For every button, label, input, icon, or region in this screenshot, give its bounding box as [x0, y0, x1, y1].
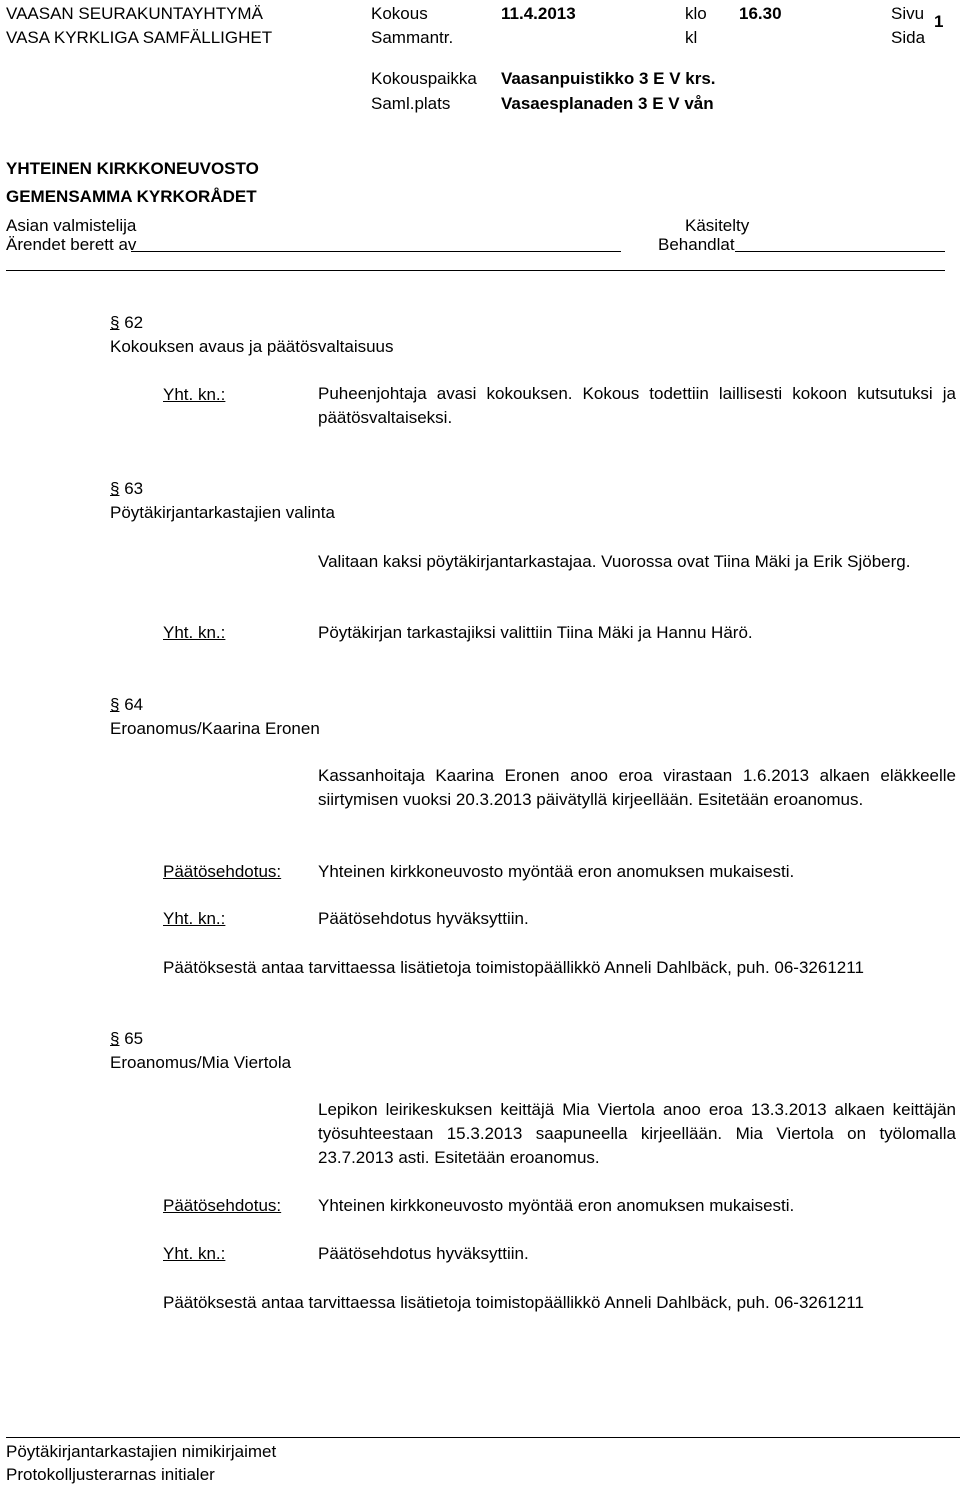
section-65-proposal-text: Yhteinen kirkkoneuvosto myöntää eron anomuksen mukaisesti.: [318, 1196, 795, 1215]
section-65-decision-text: Päätösehdotus hyväksyttiin.: [318, 1244, 529, 1263]
place-label-fi: Kokouspaikka: [371, 69, 477, 88]
section-63-intro: Valitaan kaksi pöytäkirjantarkastajaa. Vuorossa ovat Tiina Mäki ja Erik Sjöberg.: [318, 552, 911, 571]
footer-divider: [6, 1437, 960, 1438]
section-64-heading: [110, 696, 143, 713]
header-divider: [6, 270, 945, 271]
handled-underline: [735, 251, 945, 252]
handled-label-fi: Käsitelty: [685, 216, 750, 235]
section-64-number: 64: [124, 695, 144, 714]
section-64-title: Eroanomus/Kaarina Eronen: [110, 719, 320, 738]
section-65-proposal-label: Päätösehdotus:: [163, 1196, 282, 1215]
section-65-decision-label: Yht. kn.:: [163, 1244, 226, 1263]
section-symbol: §: [110, 695, 120, 714]
council-name-sv: GEMENSAMMA KYRKORÅDET: [6, 187, 257, 206]
section-63-number: 63: [124, 479, 144, 498]
place-label-sv: Saml.plats: [371, 94, 451, 113]
meeting-time: 16.30: [739, 4, 782, 23]
page-label-fi: Sivu: [891, 4, 925, 23]
section-62-decision-text: Puheenjohtaja avasi kokouksen. Kokous todettiin laillisesti kokoon kutsutuksi ja päätösvaltaiseksi.: [318, 384, 956, 427]
section-63-title: Pöytäkirjantarkastajien valinta: [110, 503, 335, 522]
section-62-number: 62: [124, 313, 144, 332]
section-65-info: Päätöksestä antaa tarvittaessa lisätietoja toimistopäällikkö Anneli Dahlbäck, puh. 06-3261211: [163, 1293, 864, 1312]
section-65-intro: Lepikon leirikeskuksen keittäjä Mia Viertola anoo eroa 13.3.2013 alkaen keittäjän työsuhteestaan 15.3.2013 saapuneella kirjeellään. Mia Viertola on työlomalla 23.7.2013 asti. Esitetään eroanomus.: [318, 1100, 956, 1167]
section-64-decision-text: Päätösehdotus hyväksyttiin.: [318, 909, 529, 928]
section-62-decision-label: Yht. kn.:: [163, 385, 226, 404]
section-62-heading: [110, 314, 143, 331]
meeting-label-fi: Kokous: [371, 4, 428, 23]
section-65-number: 65: [124, 1029, 144, 1048]
section-64-intro: Kassanhoitaja Kaarina Eronen anoo eroa virastaan 1.6.2013 alkaen eläkkeelle siirtymisen vuoksi 20.3.2013 päivätyllä kirjeellään. Esitetään eroanomus.: [318, 766, 956, 809]
preparer-label-fi: Asian valmistelija: [6, 216, 137, 235]
section-symbol: §: [110, 479, 120, 498]
council-name-fi: YHTEINEN KIRKKONEUVOSTO: [6, 159, 259, 178]
section-62-title: Kokouksen avaus ja päätösvaltaisuus: [110, 337, 394, 356]
meeting-place-fi: Vaasanpuistikko 3 E V krs.: [501, 69, 716, 88]
footer-initials-sv: Protokolljusterarnas initialer: [6, 1465, 215, 1484]
time-label-sv: kl: [685, 28, 698, 47]
org-name-sv: VASA KYRKLIGA SAMFÄLLIGHET: [6, 28, 273, 47]
section-65-heading: [110, 1030, 143, 1047]
section-64-decision-label: Yht. kn.:: [163, 909, 226, 928]
preparer-label-sv: Ärendet berett av: [6, 235, 137, 254]
section-64-proposal-text: Yhteinen kirkkoneuvosto myöntää eron anomuksen mukaisesti.: [318, 862, 795, 881]
page-label-sv: Sida: [891, 28, 926, 47]
org-name-fi: VAASAN SEURAKUNTAYHTYMÄ: [6, 4, 263, 23]
section-65-title: Eroanomus/Mia Viertola: [110, 1053, 292, 1072]
section-63-decision-text: Pöytäkirjan tarkastajiksi valittiin Tiina Mäki ja Hannu Härö.: [318, 623, 753, 642]
handled-label-sv: Behandlat: [658, 235, 735, 254]
section-symbol: §: [110, 1029, 120, 1048]
meeting-label-sv: Sammantr.: [371, 28, 454, 47]
footer-initials-fi: Pöytäkirjantarkastajien nimikirjaimet: [6, 1442, 277, 1461]
section-64-proposal-label: Päätösehdotus:: [163, 862, 282, 881]
preparer-underline: [131, 251, 621, 252]
meeting-place-sv: Vasaesplanaden 3 E V vån: [501, 94, 714, 113]
section-symbol: §: [110, 313, 120, 332]
time-label-fi: klo: [685, 4, 707, 23]
section-63-heading: [110, 480, 143, 497]
section-63-decision-label: Yht. kn.:: [163, 623, 226, 642]
meeting-date: 11.4.2013: [501, 4, 576, 23]
page-number: 1: [934, 12, 944, 31]
section-64-info: Päätöksestä antaa tarvittaessa lisätietoja toimistopäällikkö Anneli Dahlbäck, puh. 06-3261211: [163, 958, 864, 977]
